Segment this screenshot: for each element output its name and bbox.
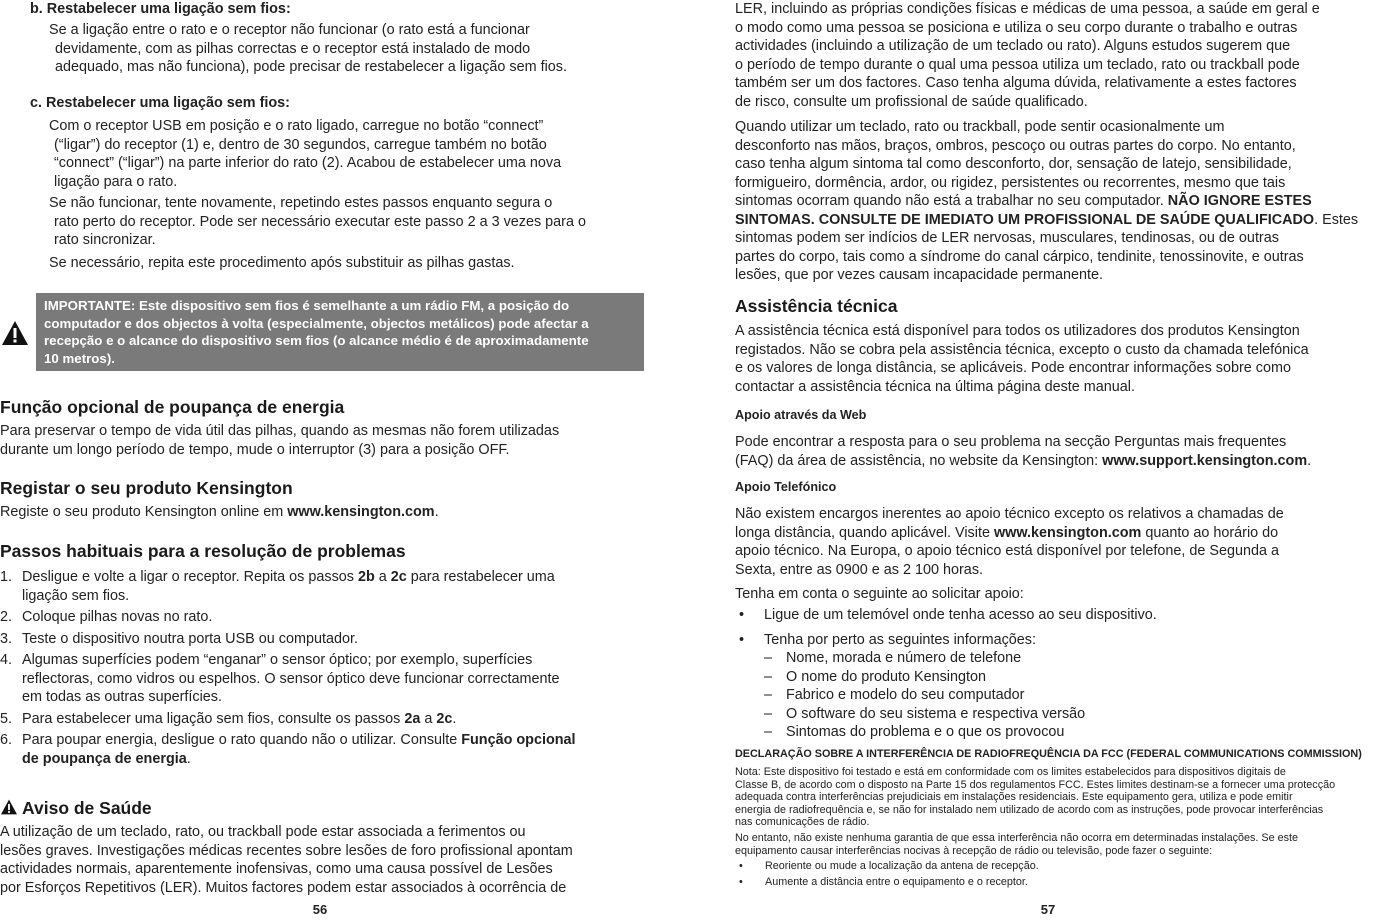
- list-item-cont: ligação sem fios.: [22, 587, 130, 604]
- section-c-line: Com o receptor USB em posição e o rato ligado, carregue no botão “connect”: [49, 118, 544, 134]
- paragraph-line: [735, 192, 1375, 211]
- paragraph-text: (FAQ) da área de assistência, no website da Kensington:: [735, 452, 1103, 469]
- troubleshooting-section: [0, 540, 660, 768]
- health-line: actividades normais, aparentemente inofensivas, como uma causa possível de Lesões: [0, 861, 553, 877]
- paragraph-text: longa distância, quando aplicável. Visite: [735, 524, 994, 541]
- page-number: 56: [312, 902, 328, 917]
- support-section: [735, 295, 1375, 396]
- step-ref: 2b: [357, 569, 375, 585]
- dash: –: [764, 705, 773, 722]
- health-line: lesões graves. Investigações médicas recentes sobre lesões de foro profissional apontam: [0, 842, 573, 859]
- page-number: 57: [1040, 902, 1056, 917]
- step-number: 2.: [0, 609, 13, 625]
- important-notice: [36, 293, 644, 371]
- paragraph-line: LER, incluindo as próprias condições físicas e médicas de uma pessoa, a saúde em geral e: [735, 1, 1320, 17]
- support-link[interactable]: www.support.kensington.com: [1102, 452, 1308, 469]
- power-line: durante um longo período de tempo, mude o interruptor (3) para a posição OFF.: [0, 441, 510, 458]
- troubleshooting-heading: Passos habituais para a resolução de problemas: [0, 541, 406, 561]
- register-period: .: [434, 504, 439, 520]
- paragraph-line: Quando utilizar um teclado, rato ou trackball, pode sentir ocasionalmente um: [735, 119, 1225, 135]
- fcc-heading: DECLARAÇÃO SOBRE A INTERFERÊNCIA DE RADIOFREQUÊNCIA DA FCC (FEDERAL COMMUNICATIONS COMMISSION): [735, 748, 1362, 760]
- paragraph-text: .: [1307, 452, 1312, 469]
- health-line: por Esforços Repetitivos (LER). Muitos factores podem estar associados à ocorrência de: [0, 879, 567, 896]
- step-text: Desligue e volte a ligar o receptor. Repita os passos: [22, 569, 358, 585]
- list-item: [0, 608, 660, 627]
- paragraph-line: lesões, que por vezes causam incapacidade permanente.: [735, 267, 1103, 283]
- fcc-line: adequada contra interferências prejudiciais em instalações residenciais. Este equipamento gera, utiliza e pode emitir: [735, 791, 1293, 804]
- step-text: Para estabelecer uma ligação sem fios, consulte os passos: [22, 710, 405, 727]
- section-b-line: devidamente, com as pilhas correctas e o receptor está instalado de modo: [55, 40, 531, 57]
- paragraph-line: também ser um dos factores. Caso tenha alguma dúvida, relativamente a estes factores: [735, 75, 1297, 91]
- web-support: [735, 407, 1375, 470]
- dash: –: [764, 687, 773, 703]
- paragraph-line: [735, 211, 1375, 230]
- health-continued: [735, 0, 1375, 285]
- section-b: [30, 0, 670, 77]
- bullet: •: [739, 607, 745, 623]
- list-item: [0, 568, 660, 587]
- paragraph-line: [735, 452, 1375, 471]
- paragraph-line: e os valores de longa distância, se aplicáveis. Pode encontrar informações sobre como: [735, 360, 1291, 376]
- paragraph-text: sintomas ocorram quando não está a trabalhar no seu computador.: [735, 193, 1168, 209]
- section-b-line: adequado, mas não funciona), pode precisar de restabelecer a ligação sem fios.: [55, 59, 567, 75]
- list-item: [735, 631, 1375, 650]
- step-number: 1.: [0, 569, 13, 585]
- step-number: 3.: [0, 630, 13, 647]
- fcc-line: energia de radiofrequência e, se não for instalado nem utilizado de acordo com as instruções, pode provocar interferências: [735, 803, 1324, 816]
- fcc-bullet-text: Reoriente ou mude a localização da antena de recepção.: [765, 860, 1039, 873]
- list-item: [764, 686, 1375, 705]
- section-b-heading: b. Restabelecer uma ligação sem fios:: [30, 1, 291, 17]
- page-left: [0, 0, 688, 921]
- paragraph-line: Sexta, entre as 0900 e as 2 100 horas.: [735, 561, 984, 578]
- list-text: Ligue de um telemóvel onde tenha acesso ao seu dispositivo.: [764, 607, 1157, 623]
- section-c: [30, 94, 670, 272]
- list-item: [764, 723, 1375, 742]
- fcc-bullet-item: [735, 860, 1375, 873]
- list-item: [764, 705, 1375, 724]
- paragraph-line: formigueiro, dormência, ardor, ou rigidez, persistentes ou recorrentes, mesmo que tais: [735, 174, 1286, 191]
- dash: –: [764, 724, 773, 740]
- health-heading: Aviso de Saúde: [22, 798, 152, 818]
- list-text: Nome, morada e número de telefone: [786, 650, 1022, 666]
- step-ref: 2a: [404, 710, 421, 727]
- section-c-line: Se não funcionar, tente novamente, repetindo estes passos enquanto segura o: [49, 195, 553, 211]
- section-c-line: Se necessário, repita este procedimento após substituir as pilhas gastas.: [49, 254, 515, 271]
- step-text: Coloque pilhas novas no rato.: [22, 609, 213, 625]
- health-section: [0, 797, 660, 897]
- fcc-line: equipamento causar interferências nocivas à recepção de rádio ou televisão, pode fazer o seguinte:: [735, 844, 1213, 857]
- fcc-line: Classe B, de acordo com o disposto na Parte 15 dos regulamentos FCC. Estes limites destinam-se a fornecer uma protecção: [735, 778, 1336, 791]
- step-ref: Função opcional: [461, 732, 576, 748]
- step-text: .: [452, 710, 457, 727]
- step-ref: 2c: [436, 710, 453, 727]
- step-number: 6.: [0, 732, 13, 748]
- paragraph-line: actividades (incluindo a utilização de um teclado ou rato). Alguns estudos sugerem que: [735, 38, 1291, 54]
- health-line: A utilização de um teclado, rato, ou trackball pode estar associada a ferimentos ou: [0, 824, 526, 840]
- bullet: •: [739, 875, 743, 888]
- page-right: [688, 0, 1377, 921]
- step-number: 4.: [0, 652, 13, 668]
- info-list: [735, 649, 1375, 742]
- power-section: [0, 396, 660, 459]
- fcc-note: [735, 766, 1375, 888]
- paragraph-line: registados. Não se cobra pela assistência técnica, excepto o custo da chamada telefónica: [735, 341, 1309, 358]
- section-c-line: ligação para o rato.: [54, 173, 178, 190]
- support-heading: Assistência técnica: [735, 296, 898, 316]
- kensington-link[interactable]: www.kensington.com: [993, 524, 1142, 541]
- paragraph-line: o modo como uma pessoa se posiciona e utiliza o seu corpo durante o trabalho e outras: [735, 19, 1298, 36]
- warning-icon: [1, 320, 29, 346]
- register-line: Registe o seu produto Kensington online em: [0, 504, 288, 520]
- power-heading: Função opcional de poupança de energia: [0, 397, 345, 417]
- list-text: Fabrico e modelo do seu computador: [786, 687, 1025, 703]
- step-text: a: [374, 569, 391, 585]
- list-item: [0, 630, 660, 649]
- paragraph-line: partes do corpo, tais como a síndrome do canal cárpico, tendinite, tenossinovite, e outras: [735, 248, 1304, 265]
- important-line: IMPORTANTE: Este dispositivo sem fios é semelhante a um rádio FM, a posição do: [44, 298, 570, 313]
- paragraph-line: Não existem encargos inerentes ao apoio técnico excepto os relativos a chamadas de: [735, 506, 1284, 522]
- fcc-section: [735, 748, 1375, 888]
- step-text: para restabelecer uma: [406, 569, 555, 585]
- section-c-line: “connect” (“ligar”) na parte inferior do rato (2). Acabou de estabelecer uma nova: [54, 155, 562, 171]
- register-heading: Registar o seu produto Kensington: [0, 478, 293, 498]
- bullet: •: [739, 860, 743, 873]
- paragraph-line: sintomas podem ser indícios de LER nervosas, musculares, tendinosas, ou de outras: [735, 230, 1279, 246]
- fcc-line: Nota: Este dispositivo foi testado e está em conformidade com os limites estabelecidos para dispositivos digitais de: [735, 766, 1286, 778]
- paragraph-line: caso tenha algum sintoma tal como desconforto, dor, sensação de latejo, sensibilidade,: [735, 156, 1292, 172]
- section-c-line: (“ligar”) do receptor (1) e, dentro de 30 segundos, carregue também no botão: [54, 136, 547, 153]
- list-text: O nome do produto Kensington: [786, 668, 987, 685]
- section-b-body: [30, 21, 670, 77]
- list-item: [764, 649, 1375, 668]
- step-ref: de poupança de energia: [22, 750, 187, 767]
- important-line: 10 metros).: [44, 350, 115, 366]
- list-item-cont: [0, 750, 660, 769]
- web-heading: Apoio através da Web: [735, 408, 867, 422]
- paragraph-text: quanto ao horário do: [1141, 524, 1279, 541]
- list-item: [764, 668, 1375, 687]
- step-text: .: [186, 750, 191, 767]
- power-line: Para preservar o tempo de vida útil das pilhas, quando as mesmas não forem utilizadas: [0, 423, 560, 439]
- step-text: a: [420, 710, 437, 727]
- section-b-line: Se a ligação entre o rato e o receptor não funcionar (o rato está a funcionar: [49, 22, 530, 38]
- step-number: 5.: [0, 710, 13, 727]
- support-checklist: [735, 606, 1375, 742]
- fcc-bullet-text: Aumente a distância entre o equipamento e o receptor.: [765, 875, 1028, 888]
- fcc-line: No entanto, não existe nenhuma garantia de que essa interferência não ocorra em determinadas instalações. Se este: [735, 831, 1298, 844]
- register-link[interactable]: www.kensington.com: [287, 504, 435, 520]
- fcc-bullet-item: [735, 876, 1375, 889]
- list-item: [0, 710, 660, 729]
- step-text: Para poupar energia, desligue o rato quando não o utilizar. Consulte: [22, 732, 462, 748]
- health-heading-row: [0, 797, 660, 819]
- paragraph-line: Tenha em conta o seguinte ao solicitar apoio:: [735, 586, 1024, 602]
- list-item-cont: reflectoras, como vidros ou espelhos. O sensor óptico deve funcionar correctamente: [22, 670, 560, 687]
- important-line: recepção e o alcance do dispositivo sem fios (o alcance médio é de aproximadamente: [44, 333, 589, 348]
- paragraph-line: de risco, consulte um profissional de saúde qualificado.: [735, 93, 1088, 110]
- step-text: Algumas superfícies podem “enganar” o sensor óptico; por exemplo, superfícies: [22, 652, 533, 668]
- dash: –: [764, 650, 773, 666]
- paragraph-line: apoio técnico. Na Europa, o apoio técnico está disponível por telefone, de Segunda a: [735, 543, 1280, 559]
- list-text: O software do seu sistema e respectiva versão: [786, 705, 1086, 722]
- paragraph-line: [735, 524, 1375, 543]
- step-text: Teste o dispositivo noutra porta USB ou computador.: [22, 630, 358, 647]
- warning-emphasis: NÃO IGNORE ESTES: [1167, 193, 1312, 209]
- dash: –: [764, 668, 773, 685]
- troubleshooting-list: [0, 568, 660, 768]
- section-c-heading: c. Restabelecer uma ligação sem fios:: [30, 95, 290, 111]
- warning-emphasis: SINTOMAS. CONSULTE DE IMEDIATO UM PROFISSIONAL DE SAÚDE QUALIFICADO: [735, 211, 1315, 228]
- list-item: [0, 731, 660, 750]
- paragraph-line: o período de tempo durante o qual uma pessoa utiliza um teclado, rato ou trackball pode: [735, 56, 1300, 73]
- phone-heading: Apoio Telefónico: [735, 480, 837, 494]
- paragraph-text: . Estes: [1314, 211, 1359, 228]
- paragraph-line: A assistência técnica está disponível para todos os utilizadores dos produtos Kensington: [735, 323, 1300, 339]
- fcc-line: nas comunicações de rádio.: [735, 816, 870, 829]
- warning-icon: [0, 799, 18, 815]
- section-c-line: rato perto do receptor. Pode ser necessário executar este passo 2 a 3 vezes para o: [54, 213, 586, 230]
- list-text: Sintomas do problema e o que os provocou: [786, 724, 1065, 740]
- list-item: [0, 651, 660, 670]
- paragraph-line: desconforto nas mãos, braços, ombros, pescoço ou outras partes do corpo. No entanto,: [735, 137, 1296, 154]
- register-section: [0, 477, 660, 522]
- register-text: [0, 503, 660, 522]
- paragraph-line: contactar a assistência técnica na última página deste manual.: [735, 378, 1135, 395]
- section-c-body: [30, 117, 670, 272]
- list-item-cont: em todas as outras superfícies.: [22, 689, 222, 705]
- list-text: Tenha por perto as seguintes informações:: [764, 631, 1036, 648]
- section-c-line: rato sincronizar.: [54, 232, 156, 248]
- paragraph-line: Pode encontrar a resposta para o seu problema na secção Perguntas mais frequentes: [735, 434, 1287, 450]
- phone-support: [735, 479, 1375, 604]
- step-ref: 2c: [390, 569, 407, 585]
- important-line: computador e dos objectos à volta (especialmente, objectos metálicos) pode afectar a: [44, 315, 589, 331]
- bullet: •: [739, 631, 745, 648]
- list-item: [735, 606, 1375, 625]
